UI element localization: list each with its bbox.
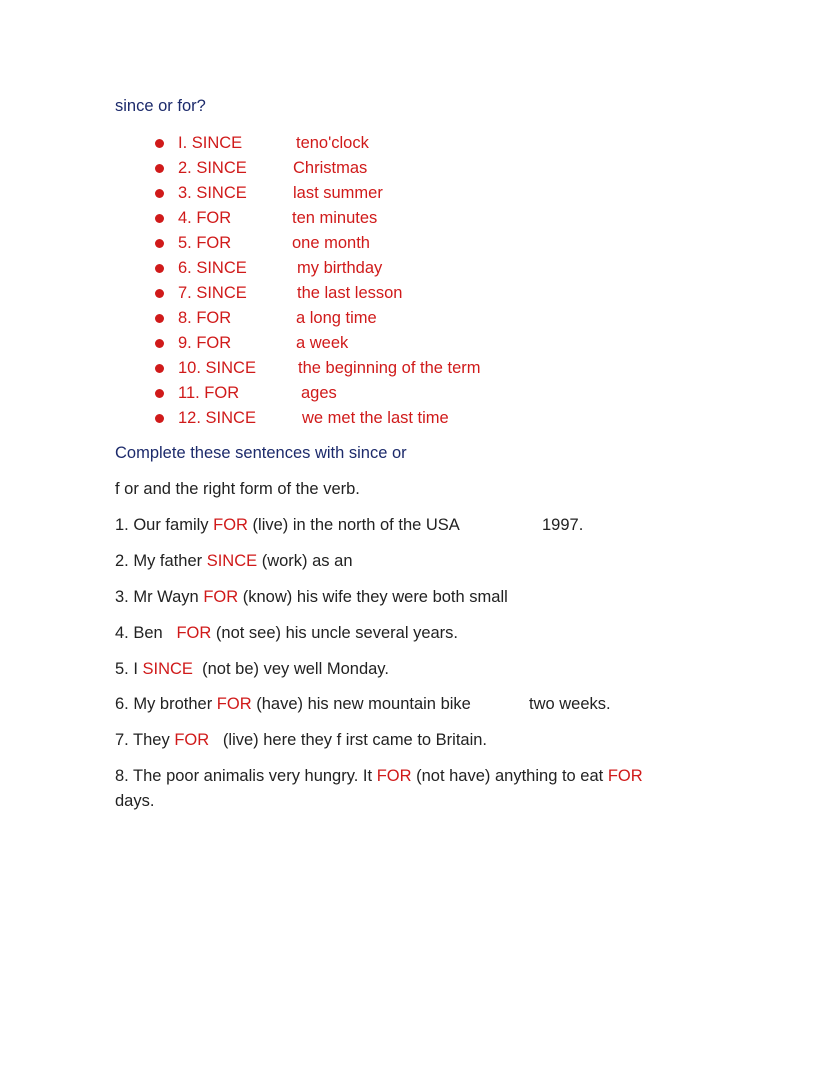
- sentence-text: (not have) anything to eat: [411, 767, 608, 785]
- sentence-1: [115, 516, 460, 535]
- time-phrase: one month: [292, 234, 370, 252]
- sentence-5: [115, 660, 389, 679]
- answer-label: 7. SINCE: [178, 284, 247, 302]
- bullet-icon: [155, 289, 164, 298]
- sentence-text: (live) in the north of the USA: [247, 516, 460, 534]
- sentence-text: 8. The poor animalis very hungry. It: [115, 767, 377, 785]
- sentence-8: [115, 767, 643, 786]
- time-phrase: ages: [301, 384, 337, 402]
- sentence-text: 4. Ben: [115, 624, 168, 642]
- answer-label: 6. SINCE: [178, 259, 247, 277]
- time-phrase: Christmas: [293, 159, 368, 177]
- answer-word: FOR: [376, 767, 412, 785]
- time-phrase: we met the last time: [302, 409, 449, 427]
- time-phrase: a week: [296, 334, 349, 352]
- sentence-text: (not be) vey well Monday.: [197, 660, 389, 678]
- bullet-icon: [155, 214, 164, 223]
- sentence-text: (have) his new mountain bike: [251, 695, 471, 713]
- bullet-icon: [155, 314, 164, 323]
- time-phrase: teno'clock: [296, 134, 369, 152]
- sentence-6-ending: two weeks.: [529, 695, 611, 713]
- sentence-text: (work) as an: [257, 552, 353, 570]
- time-phrase: my birthday: [297, 259, 383, 277]
- sentence-text: 7. They: [115, 731, 175, 749]
- sentence-4: [115, 624, 458, 643]
- time-phrase: a long time: [296, 309, 377, 327]
- instruction-heading: Complete these sentences with since or: [115, 444, 407, 462]
- answer-label: 2. SINCE: [178, 159, 247, 177]
- sentence-text: (not see) his uncle several years.: [211, 624, 459, 642]
- sentence-text: 1. Our family: [115, 516, 214, 534]
- sentence-text: 3. Mr Wayn: [115, 588, 204, 606]
- answer-label: 5. FOR: [178, 234, 232, 252]
- sentence-1-ending: 1997.: [542, 516, 584, 534]
- answer-word: SINCE: [206, 552, 258, 570]
- bullet-icon: [155, 339, 164, 348]
- bullet-icon: [155, 239, 164, 248]
- time-phrase: last summer: [293, 184, 383, 202]
- sentence-text: 2. My father: [115, 552, 207, 570]
- sentence-2: [115, 552, 353, 571]
- sentence-text: 5. I: [115, 660, 143, 678]
- page-title: since or for?: [115, 97, 206, 115]
- answer-label: 8. FOR: [178, 309, 232, 327]
- sentence-text: (know) his wife they were both small: [238, 588, 508, 606]
- bullet-icon: [155, 364, 164, 373]
- answer-label: 4. FOR: [178, 209, 232, 227]
- answer-word: FOR: [174, 731, 210, 749]
- answer-word: FOR: [213, 516, 248, 534]
- sentence-7: [115, 731, 487, 750]
- sentence-3: [115, 588, 508, 607]
- bullet-icon: [155, 189, 164, 198]
- sentence-6: [115, 695, 471, 714]
- answer-label: I. SINCE: [178, 134, 243, 152]
- sentence-text: 6. My brother: [115, 695, 217, 713]
- instruction-text: f or and the right form of the verb.: [115, 480, 360, 498]
- answer-word: FOR: [216, 695, 252, 713]
- answer-word: SINCE: [142, 660, 193, 678]
- bullet-icon: [155, 264, 164, 273]
- time-phrase: the last lesson: [297, 284, 403, 302]
- sentence-text: (live) here they f irst came to Britain.: [218, 731, 488, 749]
- bullet-icon: [155, 164, 164, 173]
- answer-word: FOR: [203, 588, 239, 606]
- answer-word: FOR: [607, 767, 643, 785]
- bullet-icon: [155, 414, 164, 423]
- answer-label: 12. SINCE: [178, 409, 256, 427]
- time-phrase: ten minutes: [292, 209, 378, 227]
- time-phrase: the beginning of the term: [298, 359, 481, 377]
- answer-word: FOR: [176, 624, 212, 642]
- answer-label: 3. SINCE: [178, 184, 247, 202]
- answer-label: 10. SINCE: [178, 359, 256, 377]
- answer-label: 11. FOR: [178, 384, 240, 402]
- sentence-8-continued: days.: [115, 792, 155, 810]
- bullet-icon: [155, 389, 164, 398]
- answer-label: 9. FOR: [178, 334, 232, 352]
- bullet-icon: [155, 139, 164, 148]
